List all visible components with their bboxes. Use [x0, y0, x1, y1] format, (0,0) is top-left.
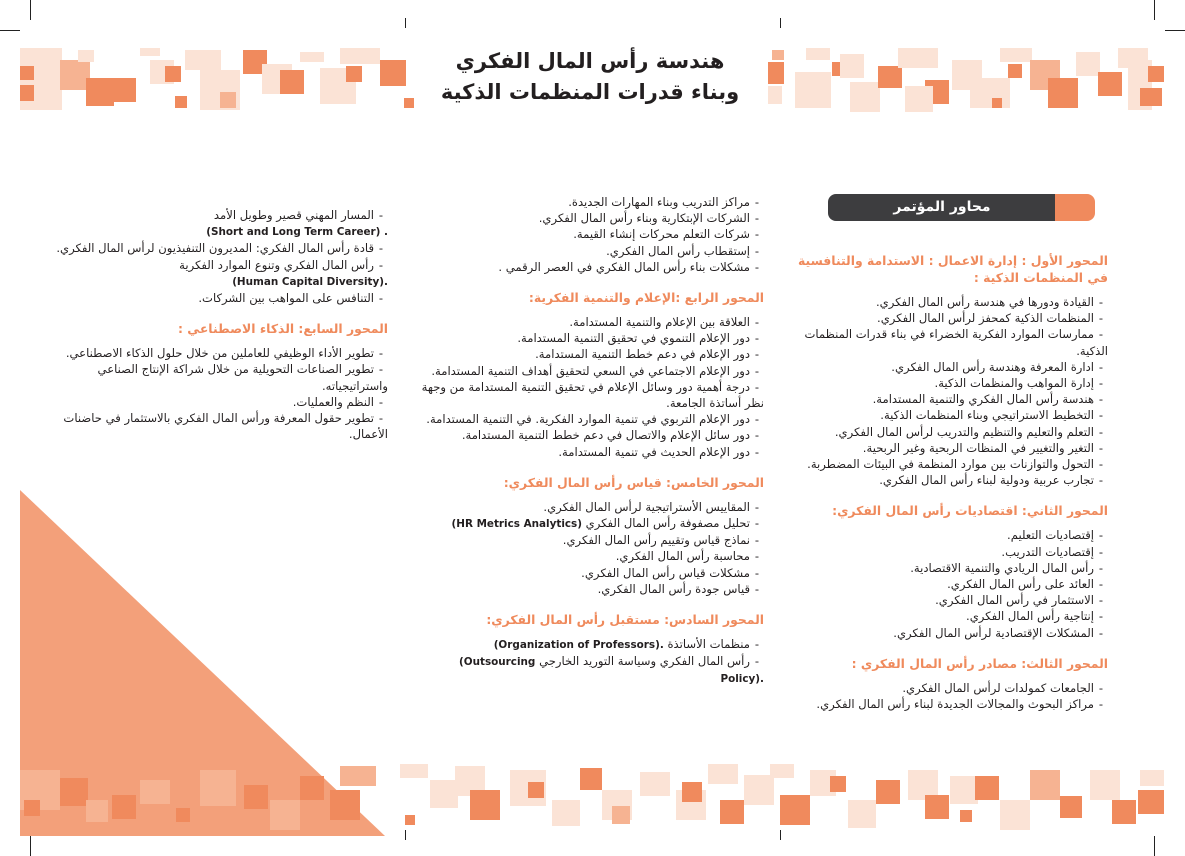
- list-item: -القيادة ودورها في هندسة رأس المال الفكري.: [876, 295, 1104, 309]
- list-item: -ممارسات الموارد الفكرية الخضراء في بناء قدرات المنظمات الذكية.: [804, 327, 1108, 358]
- list-item: -رأس المال الفكري وسياسة التوريد الخارجي (Outsourcing Policy).: [459, 654, 764, 686]
- list-item: -إقتصاديات التعليم.: [1007, 528, 1104, 543]
- list-item: -قياس جودة رأس المال الفكري.: [597, 581, 760, 596]
- list-item: -نماذج قياس وتقييم رأس المال الفكري.: [562, 533, 760, 548]
- axis2-list: [795, 527, 1108, 640]
- career-label: (Short and Long Term Career) .: [206, 226, 388, 239]
- title-line-1: هندسة رأس المال الفكري: [455, 49, 725, 73]
- axis5-list: [420, 499, 764, 597]
- middle-column: [420, 194, 764, 688]
- list-item: -شركات التعلم محركات إنشاء القيمة.: [573, 227, 760, 242]
- list-item: -المنظمات الذكية كمحفز لرأس المال الفكري.: [877, 311, 1104, 326]
- axis6-heading: المحور السادس: مستقبل رأس المال الفكري:: [486, 612, 764, 628]
- list-item: -دور سائل الإعلام والاتصال في دعم خطط التنمية المستدامة.: [461, 428, 760, 443]
- list-item: -مراكز التدريب وبناء المهارات الجديدة.: [568, 195, 760, 209]
- policy-label: Policy).: [720, 673, 764, 686]
- list-item: -هندسة رأس المال الفكري والتنمية المستدامة.: [872, 392, 1104, 407]
- continued-list: [420, 194, 764, 275]
- list-item: -إقتصاديات التدريب.: [1001, 544, 1104, 559]
- list-item: -الجامعات كمولدات لرأس المال الفكري.: [902, 680, 1104, 695]
- list-item: -التحول والتوازنات بين موارد المنظمة في البيئات المضطربة.: [807, 457, 1104, 472]
- list-item: -الشركات الإبتكارية وبناء رأس المال الفكري.: [538, 211, 760, 226]
- list-item: -تطوير الصناعات التحويلية من خلال شراكة الإنتاج الصناعي واستراتيجياته.: [97, 362, 388, 393]
- list-item: -المقاييس الأستراتيجية لرأس المال الفكري.: [543, 499, 760, 514]
- axis3-heading: المحور الثالث: مصادر رأس المال الفكري :: [851, 655, 1108, 671]
- left-column: [50, 207, 388, 442]
- hr-metrics-label: (HR Metrics Analytics): [451, 518, 582, 531]
- list-item: -مشكلات بناء رأس المال الفكري في العصر الرقمي .: [498, 259, 760, 274]
- axis4-list: [420, 314, 764, 460]
- list-item: -إنتاجية رأس المال الفكري.: [966, 609, 1104, 624]
- diversity-label: (Human Capital Diversity).: [232, 275, 388, 288]
- axis6-list: [420, 636, 764, 688]
- list-item: -تجارب عربية ودولية لبناء رأس المال الفكري.: [879, 473, 1104, 488]
- list-item: -التخطيط الاستراتيجي وبناء المنظمات الذكية.: [880, 408, 1104, 423]
- list-item: -النظم والعمليات.: [292, 394, 384, 409]
- list-item: -قادة رأس المال الفكري: المديرون التنفيذيون لرأس المال الفكري.: [56, 241, 384, 256]
- axis7-list: [50, 345, 388, 442]
- axis4-heading: المحور الرابع :الإعلام والتنمية الفكرية:: [528, 290, 764, 306]
- list-item: -التغير والتغيير في المنظات الربحية وغير الربحية.: [862, 440, 1104, 455]
- list-item: -المشكلات الإقتصادية لرأس المال الفكري.: [893, 625, 1104, 640]
- banner-label: محاور المؤتمر: [828, 194, 1056, 221]
- list-item: -رأس المال الفكري وتنوع الموارد الفكرية (Human Capital Diversity).: [179, 257, 388, 288]
- right-column: [795, 252, 1108, 712]
- axis5-heading: المحور الخامس: قياس رأس المال الفكري:: [503, 474, 764, 490]
- list-item: -محاسبة رأس المال الفكري.: [615, 549, 760, 564]
- conference-axes-banner: [828, 194, 1096, 221]
- list-item: -الاستثمار في رأس المال الفكري.: [935, 593, 1104, 608]
- list-item: -تطوير حقول المعرفة ورأس المال الفكري بالاستثمار في حاضنات الأعمال.: [63, 411, 388, 442]
- axis3-list: [795, 680, 1108, 712]
- left-list: [50, 207, 388, 306]
- list-item: -مراكز البحوث والمجالات الجديدة لبناء رأس المال الفكري.: [816, 697, 1104, 712]
- axis7-heading: المحور السابع: الذكاء الاصطناعي :: [178, 321, 388, 337]
- axis1-list: [795, 294, 1108, 488]
- list-item: -تطوير الأداء الوظيفي للعاملين من خلال حلول الذكاء الاصطناعي.: [65, 346, 384, 361]
- list-item: -المسار المهني قصير وطويل الأمد (Short and Long Term Career) .: [206, 208, 388, 239]
- list-item: -مشكلات قياس رأس المال الفكري.: [581, 565, 760, 580]
- banner-accent: [1055, 194, 1095, 221]
- list-item: -العائد على رأس المال الفكري.: [947, 577, 1104, 592]
- page-title: [420, 46, 760, 108]
- axis1-heading: المحور الأول : إدارة الاعمال : الاستدامة والتنافسية في المنظمات الذكية :: [798, 253, 1108, 285]
- list-item: -العلاقة بين الإعلام والتنمية المستدامة.: [569, 315, 760, 330]
- list-item: -منظمات الأساتذة (Organization of Professors).: [493, 637, 760, 652]
- list-item: -دور الإعلام التنموي في تحقيق التنمية المستدامة.: [517, 331, 760, 346]
- list-item: -إدارة المواهب والمنظمات الذكية.: [934, 376, 1104, 391]
- professors-label: (Organization of Professors).: [493, 639, 664, 652]
- list-item: -إستقطاب رأس المال الفكري.: [606, 243, 760, 258]
- list-item: -تحليل مصفوفة رأس المال الفكري (HR Metrics Analytics): [451, 516, 760, 531]
- list-item: -التعلم والتعليم والتنظيم والتدريب لرأس المال الفكري.: [834, 424, 1104, 439]
- list-item: -دور الإعلام في دعم خطط التنمية المستدامة.: [535, 347, 760, 362]
- axis2-heading: المحور الثاني: اقتصاديات رأس المال الفكري:: [832, 503, 1108, 519]
- list-item: -دور الإعلام الحديث في تنمية المستدامة.: [558, 444, 760, 459]
- list-item: -درجة أهمية دور وسائل الإعلام في تحقيق التنمية المستدامة من وجهة نظر أساتذة الجامعة.: [421, 379, 764, 411]
- outsourcing-label: (Outsourcing: [459, 656, 536, 669]
- title-line-2: وبناء قدرات المنظمات الذكية: [440, 80, 740, 104]
- list-item: -ادارة المعرفة وهندسة رأس المال الفكري.: [891, 359, 1104, 374]
- list-item: -دور الإعلام التربوي في تنمية الموارد الفكرية. في التنمية المستدامة.: [426, 412, 760, 427]
- list-item: -دور الإعلام الاجتماعي في السعي لتحقيق أهداف التنمية المستدامة.: [431, 363, 760, 378]
- list-item: -رأس المال الريادي والتنمية الاقتصادية.: [910, 560, 1104, 575]
- list-item: -التنافس على المواهب بين الشركات.: [198, 291, 384, 306]
